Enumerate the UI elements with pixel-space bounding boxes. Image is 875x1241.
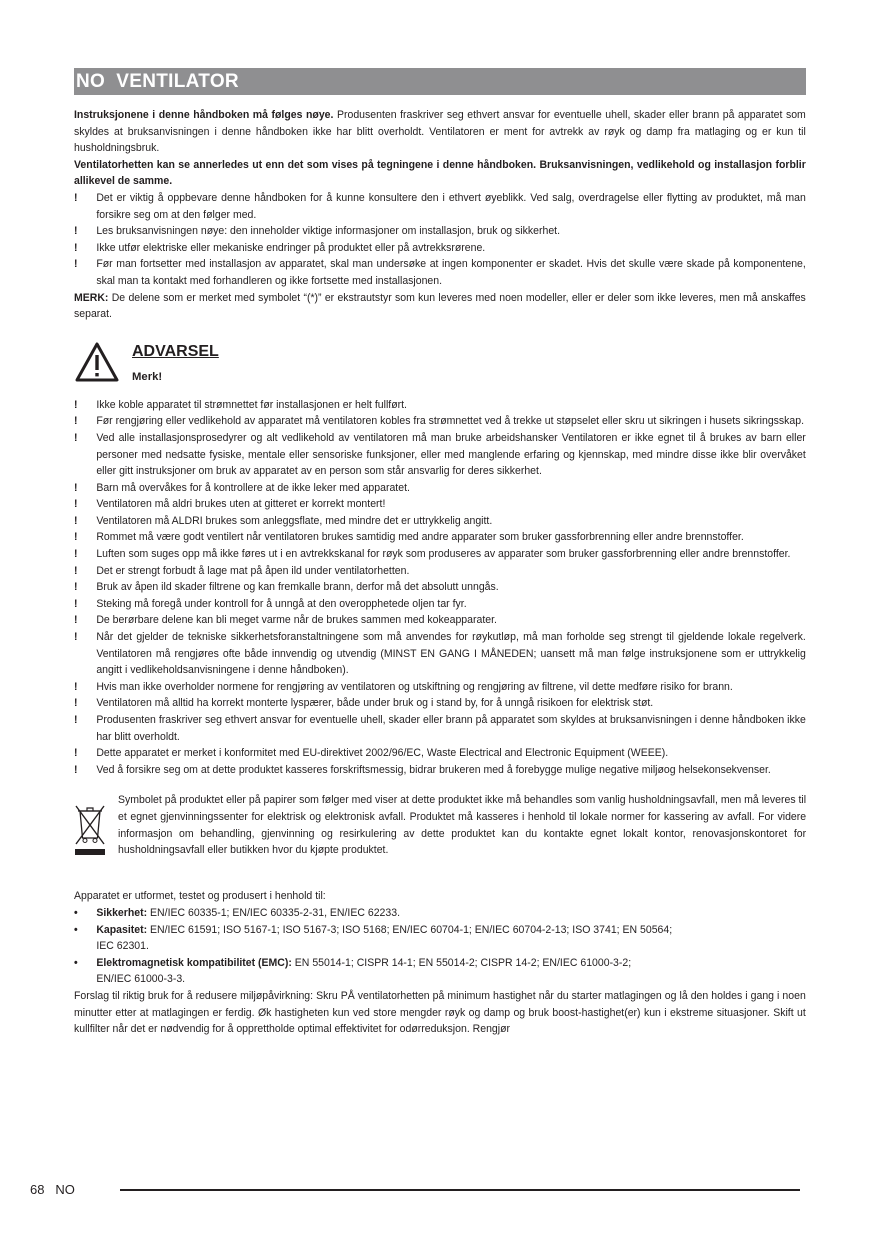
list-item: ! Før man fortsetter med installasjon av apparatet, skal man undersøke at ingen komponenter er skadet. Hvis det skulle være skade på komponentene, skal man ta kontakt med forhandleren og ikke fortsette med installasjonen. [74, 258, 806, 287]
section-title: NO VENTILATOR [76, 70, 239, 92]
page-footer [30, 1180, 800, 1200]
page-number: 68 NO [30, 1182, 75, 1197]
list-item: ! Steking må foregå under kontroll for å unngå at den overopphetede oljen tar fyr. [74, 597, 467, 610]
intro-bold-paragraph: Ventilatorhetten kan se annerledes ut enn det som vises på tegningene i denne håndboken. Bruksanvisningen, vedlikehold og installasjon forblir allikevel de samme. [74, 158, 806, 188]
list-item: • Elektromagnetisk kompatibilitet (EMC): EN 55014-1; CISPR 14-1; EN 55014-2; CISPR 14-2; EN/IEC 61000-3-2; EN/IEC 61000-3-3. [74, 956, 632, 986]
list-item: ! Ved alle installasjonsprosedyrer og alt vedlikehold av ventilatoren må man bruke arbeidshansker Ventilatoren er ikke egnet til å brukes av barn eller personer med nedsatte fysiske, mentale eller sensoriske funksjoner, eller med manglende erfaring og kjennskap, med mindre disse ikke blir overvåket eller gitt instruksjoner om bruk av apparatet av en person som står ansvarlig for deres sikkerhet. [74, 431, 806, 478]
list-item: ! Rommet må være godt ventilert når ventilatoren brukes samtidig med andre apparater som bruker gassforbrenning eller andre brennstoffer. [74, 531, 744, 544]
closing-paragraph: Forslag til riktig bruk for å redusere miljøpåvirkning: Skru PÅ ventilatorhetten på minimum hastighet når du starter matlagingen og lå den holdes i gang i noen minutter etter at matlagingen er ferdig. Øk hastigheten kun ved store mengder røyk og damp og bruk boost-hastighet(er) kun i ekstreme situasjoner. Skift ut kullfilter når det er nødvendig for å opprettholde optimal effektivitet for odørreduksjon. Rengjør [74, 989, 806, 1036]
list-item: ! Dette apparatet er merket i konformitet med EU-direktivet 2002/96/EC, Waste Electrical and Electronic Equipment (WEEE). [74, 747, 669, 760]
section-header-bar [74, 68, 806, 95]
warning-bullet-list [74, 397, 806, 779]
note-paragraph: MERK: De delene som er merket med symbolet “(*)” er ekstrautstyr som kun leveres med noen modeller, eller er deler som ikke leveres, men må anskaffes separat. [74, 291, 806, 321]
list-item: • Kapasitet: EN/IEC 61591; ISO 5167-1; ISO 5167-3; ISO 5168; EN/IEC 60704-1; EN/IEC 60704-2-13; ISO 3741; EN 50564; IEC 62301. [74, 923, 673, 953]
list-item: ! Bruk av åpen ild skader filtrene og kan fremkalle brann, derfor må det absolutt unngås. [74, 581, 499, 594]
list-item: ! Hvis man ikke overholder normene for rengjøring av ventilatoren og utskiftning og rengjøring av filtrene, vil dette medføre risiko for brann. [74, 680, 733, 693]
list-item: ! Det er viktig å oppbevare denne håndboken for å kunne konsultere den i ethvert øyeblikk. Ved salg, overdragelse eller flytting av produktet, må man forsikre seg om at den følger med. [74, 191, 806, 221]
list-item: ! Det er strengt forbudt å lage mat på åpen ild under ventilatorhetten. [74, 564, 410, 577]
standards-list [74, 905, 806, 988]
list-item: ! Ikke koble apparatet til strømnettet før installasjonen er helt fullført. [74, 398, 407, 411]
warning-triangle-icon [74, 341, 120, 383]
list-item: ! Ikke utfør elektriske eller mekaniske endringer på produktet eller på avtrekksrørene. [74, 241, 486, 254]
intro-paragraph: Instruksjonene i denne håndboken må følges nøye. Produsenten fraskriver seg ethvert ansvar for eventuelle uhell, skader eller brann på apparatet som skyldes at bruksanvisningen i denne håndboken ikke har blitt overholdt. Ventilatoren er ment for avtrekk av røyk og damp fra matlaging og er kun til husholdningsbruk. [74, 109, 806, 155]
list-item: ! Før rengjøring eller vedlikehold av apparatet må ventilatoren kobles fra strømnettet ved å trekke ut støpselet eller skru ut sikringen i husets sikringsskap. [74, 415, 805, 428]
weee-section [74, 792, 806, 872]
crossed-out-bin-icon [74, 800, 106, 858]
intro-section [74, 107, 806, 323]
list-item: • Sikkerhet: EN/IEC 60335-1; EN/IEC 60335-2-31, EN/IEC 62233. [74, 906, 401, 919]
list-item: ! Ventilatoren må aldri brukes uten at gitteret er korrekt montert! [74, 498, 386, 511]
warning-subtitle: Merk! [132, 370, 163, 383]
footer-rule [120, 1189, 800, 1191]
list-item: ! Barn må overvåkes for å kontrollere at de ikke leker med apparatet. [74, 481, 410, 494]
standards-intro: Apparatet er utformet, testet og produsert i henhold til: [74, 890, 326, 903]
page-content [74, 68, 806, 1038]
list-item: ! Ved å forsikre seg om at dette produktet kasseres forskriftsmessig, bidrar brukeren med å forebygge mulige negative miljøog helsekonsekvenser. [74, 763, 771, 776]
weee-paragraph: Symbolet på produktet eller på papirer som følger med viser at dette produktet ikke må behandles som vanlig husholdningsavfall, men må leveres til et egnet gjenvinningssenter for elektrisk og elektronisk avfall. Produktet må kasseres i henhold til lokale normer for kassering av avfall. For videre informasjon om behandling, gjenvinning og resirkulering av dette produktet kan du kontakte egnet lokalt kontor, renovasjonskontoret for husholdningsavfall eller butikken hvor du kjøpte produktet. [118, 794, 807, 857]
list-item: ! De berørbare delene kan bli meget varme når de brukes sammen med kokeapparater. [74, 614, 497, 627]
warning-header [74, 341, 806, 397]
list-item: ! Produsenten fraskriver seg ethvert ansvar for eventuelle uhell, skader eller brann på apparatet som skyldes at bruksanvisningen i denne håndboken ikke har blitt overholdt. [74, 714, 806, 743]
list-item: ! Ventilatoren må ALDRI brukes som anleggsflate, med mindre det er uttrykkelig angitt. [74, 514, 493, 527]
list-item: ! Les bruksanvisningen nøye: den inneholder viktige informasjoner om installasjon, bruk og sikkerhet. [74, 225, 561, 238]
intro-bullet-list [74, 190, 806, 290]
list-item: ! Luften som suges opp må ikke føres ut i en avtrekkskanal for røyk som produseres av apparater som bruker gassforbrenning eller andre brennstoffer. [74, 548, 791, 561]
standards-section [74, 888, 806, 1037]
list-item: ! Når det gjelder de tekniske sikkerhetsforanstaltningene som må anvendes for røykutløp, må man forholde seg strengt til gjeldende lokale regelverk. Ventilatoren må rengjøres ofte både innvendig og utvendig (MINST EN GANG I MÅNEDEN; uansett må man følge instruksjonene som er uttrykkelig angitt i vedlikeholdsanvisningene i denne håndboken). [74, 631, 806, 677]
list-item: ! Ventilatoren må alltid ha korrekt monterte lyspærer, både under bruk og i stand by, for å unngå risikoen for elektrisk støt. [74, 697, 654, 710]
warning-title: ADVARSEL [132, 342, 219, 360]
